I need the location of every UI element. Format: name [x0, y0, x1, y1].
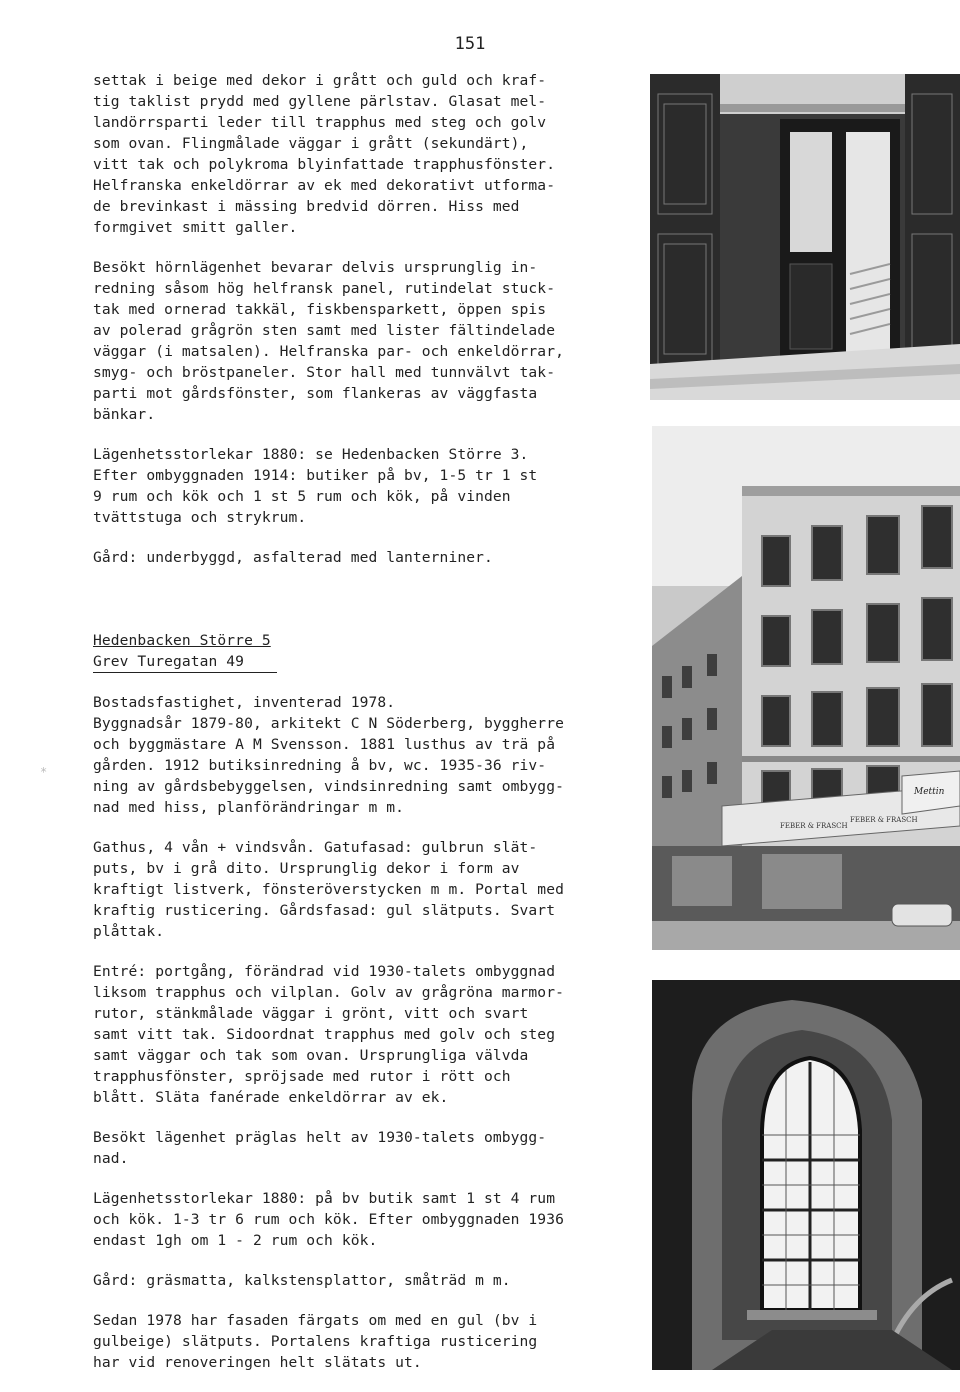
text-line: nad.	[93, 1150, 129, 1167]
paragraph-visited	[93, 1127, 633, 1169]
text-line: Gård: gräsmatta, kalkstensplattor, småträd m m.	[93, 1272, 511, 1289]
text-line: som ovan. Flingmålade väggar i grått (sekundärt),	[93, 135, 529, 152]
text-line: rutor, stänkmålade väggar i grönt, vitt och svart	[93, 1005, 529, 1022]
paragraph-sizes-2	[93, 1188, 633, 1251]
text-line: kraftigt listverk, fönsteröverstycken m m. Portal med	[93, 881, 564, 898]
text-line: tig taklist prydd med gyllene pärlstav. Glasat mel-	[93, 93, 547, 110]
text-line: blått. Släta fanérade enkeldörrar av ek.	[93, 1089, 449, 1106]
facade-illustration	[652, 426, 960, 950]
shop-sign-text: FEBER & FRASCH	[850, 816, 918, 824]
text-line: redning såsom hög helfransk panel, rutindelat stuck-	[93, 280, 556, 297]
text-line: gulbeige) slätputs. Portalens kraftiga rusticering	[93, 1333, 538, 1350]
photo-arched-window	[652, 980, 960, 1370]
photo-vestibule	[650, 74, 960, 400]
text-line: formgivet smitt galler.	[93, 219, 298, 236]
paragraph-apartment	[93, 257, 633, 425]
vestibule-illustration	[650, 74, 960, 400]
text-line: ning av gårdsbebyggelsen, vindsinredning samt ombygg-	[93, 778, 564, 795]
arched-window-illustration	[652, 980, 960, 1370]
text-line: kraftig rusticering. Gårdsfasad: gul slätputs. Svart	[93, 902, 556, 919]
text-line: liksom trapphus och vilplan. Golv av grågröna marmor-	[93, 984, 564, 1001]
text-line: Sedan 1978 har fasaden färgats om med en gul (bv i	[93, 1312, 538, 1329]
paragraph-entrance	[93, 961, 633, 1108]
text-line: Besökt hörnlägenhet bevarar delvis ursprunglig in-	[93, 259, 538, 276]
text-line: de brevinkast i mässing bredvid dörren. Hiss med	[93, 198, 520, 215]
text-line: tak med ornerad takkäl, fiskbensparkett, öppen spis	[93, 301, 547, 318]
text-line: samt vitt tak. Sidoordnat trapphus med golv och steg	[93, 1026, 556, 1043]
text-line: Helfranska enkeldörrar av ek med dekorativt utforma-	[93, 177, 556, 194]
text-line: settak i beige med dekor i grått och guld och kraf-	[93, 72, 547, 89]
text-line: samt väggar och tak som ovan. Ursprungliga välvda	[93, 1047, 529, 1064]
property-heading	[93, 630, 633, 673]
shop-sign-text: FEBER & FRASCH	[780, 822, 848, 830]
text-line: och kök. 1-3 tr 6 rum och kök. Efter ombyggnaden 1936	[93, 1211, 564, 1228]
page-number: 151	[454, 34, 486, 54]
paragraph-history	[93, 692, 633, 818]
text-line: av polerad grågrön sten samt med lister fältindelade	[93, 322, 556, 339]
text-line: Gård: underbyggd, asfalterad med lanterniner.	[93, 549, 493, 566]
text-column-lower	[93, 630, 633, 1392]
text-line: smyg- och bröstpaneler. Stor hall med tunnvälvt tak-	[93, 364, 556, 381]
text-line: tvättstuga och strykrum.	[93, 509, 307, 526]
text-line: Entré: portgång, förändrad vid 1930-talets ombyggnad	[93, 963, 556, 980]
paragraph-yard	[93, 547, 633, 568]
text-line: och byggmästare A M Svensson. 1881 lusthus av trä på	[93, 736, 556, 753]
text-line: Lägenhetsstorlekar 1880: se Hedenbacken Större 3.	[93, 446, 529, 463]
text-line: endast 1gh om 1 - 2 rum och kök.	[93, 1232, 378, 1249]
text-line: väggar (i matsalen). Helfranska par- och enkeldörrar,	[93, 343, 564, 360]
paragraph-yard-2	[93, 1270, 633, 1291]
property-address: Grev Turegatan 49	[93, 651, 277, 673]
paragraph-stairwell	[93, 70, 633, 238]
text-line: landörrsparti leder till trapphus med steg och golv	[93, 114, 547, 131]
text-line: Efter ombyggnaden 1914: butiker på bv, 1-5 tr 1 st	[93, 467, 538, 484]
text-line: Gathus, 4 vån + vindsvån. Gatufasad: gulbrun slät-	[93, 839, 538, 856]
paragraph-facade	[93, 837, 633, 942]
text-line: Lägenhetsstorlekar 1880: på bv butik samt 1 st 4 rum	[93, 1190, 556, 1207]
shop-sign-text: Mettin	[914, 787, 945, 797]
text-line: plåttak.	[93, 923, 165, 940]
photo-street-facade	[652, 426, 960, 950]
text-line: trapphusfönster, spröjsade med rutor i rött och	[93, 1068, 511, 1085]
paragraph-since-1978	[93, 1310, 633, 1373]
property-title: Hedenbacken Större 5	[93, 632, 271, 649]
text-line: bänkar.	[93, 406, 156, 423]
paragraph-sizes	[93, 444, 633, 528]
text-line: gården. 1912 butiksinredning å bv, wc. 1935-36 riv-	[93, 757, 547, 774]
text-line: puts, bv i grå dito. Ursprunglig dekor i form av	[93, 860, 520, 877]
text-line: 9 rum och kök och 1 st 5 rum och kök, på vinden	[93, 488, 511, 505]
text-line: Besökt lägenhet präglas helt av 1930-talets ombygg-	[93, 1129, 547, 1146]
text-line: har vid renoveringen helt slätats ut.	[93, 1354, 422, 1371]
scan-speck: *	[40, 765, 48, 779]
text-line: parti mot gårdsfönster, som flankeras av väggfasta	[93, 385, 538, 402]
text-line: vitt tak och polykroma blyinfattade trapphusfönster.	[93, 156, 556, 173]
text-column-upper	[93, 70, 633, 587]
text-line: nad med hiss, planförändringar m m.	[93, 799, 405, 816]
text-line: Byggnadsår 1879-80, arkitekt C N Söderberg, byggherre	[93, 715, 564, 732]
text-line: Bostadsfastighet, inventerad 1978.	[93, 694, 396, 711]
